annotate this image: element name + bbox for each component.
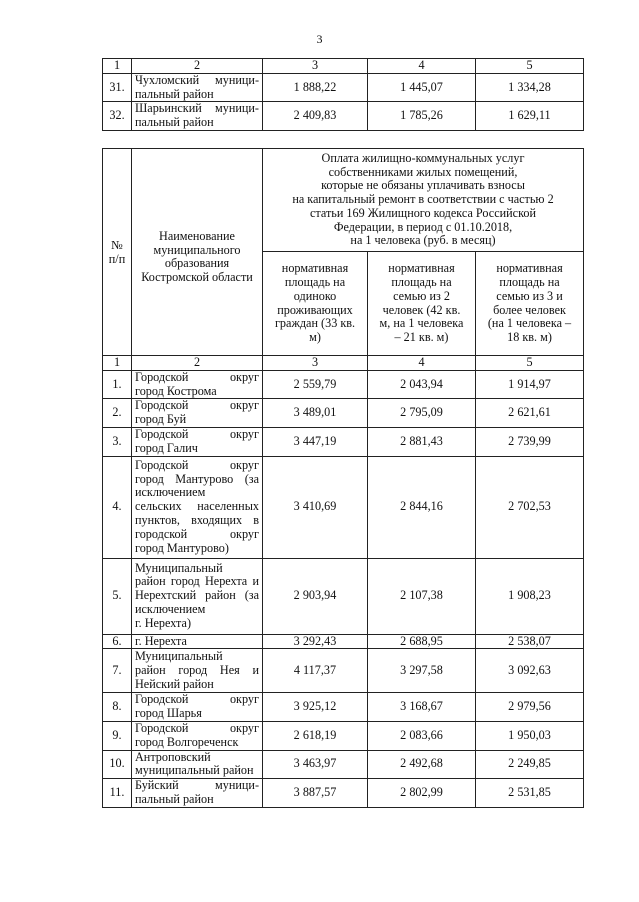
value-family-3: 2 979,56: [476, 693, 584, 722]
name-line: г. Нерехта: [135, 633, 187, 648]
value-family-3: 2 249,85: [476, 750, 584, 779]
name-line: Нерехтский район (за: [135, 588, 259, 603]
col-number-3: 3: [263, 356, 368, 371]
name-line: исключением: [135, 601, 206, 616]
header-payment-line: статьи 169 Жилищного кодекса Российской: [310, 205, 536, 220]
value-family-2: 1 445,07: [368, 73, 476, 102]
name-line: Буйский муници-: [135, 778, 259, 793]
row-number: 3.: [103, 427, 132, 456]
payment-table: [102, 148, 584, 808]
table-row: [103, 721, 584, 750]
value-family-2: 3 168,67: [368, 693, 476, 722]
name-line: город Мантурово): [135, 540, 229, 555]
municipality-name: [132, 102, 263, 131]
header-family-3: нормативная площадь на семью из 3 и более человек (на 1 человека – 18 кв. м): [476, 252, 584, 356]
value-family-2: 2 795,09: [368, 399, 476, 428]
value-family-3: 2 702,53: [476, 456, 584, 558]
municipality-name: [132, 558, 263, 634]
name-line: пальный район: [135, 86, 214, 101]
name-line: район город Нея и: [135, 662, 259, 677]
municipality-name: [132, 649, 263, 693]
name-line: Чухломский муници-: [135, 72, 259, 87]
municipality-name: [132, 370, 263, 399]
name-line: город Мантурово (за: [135, 471, 259, 486]
value-single: 2 903,94: [263, 558, 368, 634]
row-number: 4.: [103, 456, 132, 558]
name-line: город Буй: [135, 412, 187, 427]
name-line: город Волгореченск: [135, 734, 239, 749]
municipality-name: [132, 721, 263, 750]
value-single: 2 409,83: [263, 102, 368, 131]
name-line: г. Нерехта): [135, 615, 192, 630]
name-line: Муниципальный: [135, 649, 223, 664]
table-row: [103, 73, 584, 102]
table-row: [103, 456, 584, 558]
table-row: [103, 750, 584, 779]
value-family-3: 1 950,03: [476, 721, 584, 750]
name-line: пальный район: [135, 115, 214, 130]
column-number-row: [103, 59, 584, 74]
name-line: пальный район: [135, 791, 214, 806]
table-row: [103, 693, 584, 722]
value-family-2: 1 785,26: [368, 102, 476, 131]
value-single: 3 463,97: [263, 750, 368, 779]
header-payment-line: на 1 человека (руб. в месяц): [350, 233, 496, 248]
name-line: исключением: [135, 485, 206, 500]
table-row: [103, 399, 584, 428]
column-number-row: [103, 356, 584, 371]
municipality-name: [132, 693, 263, 722]
value-family-2: 2 802,99: [368, 779, 476, 808]
value-family-2: 2 043,94: [368, 370, 476, 399]
table-row: [103, 779, 584, 808]
value-single: 2 559,79: [263, 370, 368, 399]
value-single: 3 925,12: [263, 693, 368, 722]
name-line: Антроповский: [135, 749, 211, 764]
continuation-table: [102, 58, 584, 131]
municipality-name: [132, 779, 263, 808]
name-line: Городской округ: [135, 398, 259, 413]
value-family-3: 1 334,28: [476, 73, 584, 102]
header-family-2: нормативная площадь на семью из 2 человек (42 кв. м, на 1 человека – 21 кв. м): [368, 252, 476, 356]
value-family-2: 2 688,95: [368, 634, 476, 649]
value-single: 3 887,57: [263, 779, 368, 808]
municipality-name: [132, 73, 263, 102]
table-row: [103, 370, 584, 399]
value-family-2: 3 297,58: [368, 649, 476, 693]
row-number: 7.: [103, 649, 132, 693]
row-number: 8.: [103, 693, 132, 722]
row-number: 6.: [103, 634, 132, 649]
col-number-5: 5: [476, 59, 584, 74]
name-line: Муниципальный: [135, 560, 223, 575]
value-family-2: 2 492,68: [368, 750, 476, 779]
name-line: Городской округ: [135, 369, 259, 384]
row-number: 5.: [103, 558, 132, 634]
col-number-3: 3: [263, 59, 368, 74]
col-number-5: 5: [476, 356, 584, 371]
header-payment-line: на капитальный ремонт в соответствии с частью 2: [292, 192, 554, 207]
row-number: 1.: [103, 370, 132, 399]
value-family-2: 2 881,43: [368, 427, 476, 456]
header-payment-line: которые не обязаны уплачивать взносы: [321, 178, 525, 193]
value-single: 3 489,01: [263, 399, 368, 428]
name-line: город Галич: [135, 440, 198, 455]
name-line: Городской округ: [135, 692, 259, 707]
row-number: 32.: [103, 102, 132, 131]
name-line: Нейский район: [135, 676, 214, 691]
value-single: 1 888,22: [263, 73, 368, 102]
value-family-3: 3 092,63: [476, 649, 584, 693]
value-family-3: 2 739,99: [476, 427, 584, 456]
header-payment: [263, 149, 584, 252]
table-row: [103, 649, 584, 693]
col-number-1: 1: [103, 59, 132, 74]
name-line: пунктов, входящих в: [135, 512, 259, 527]
row-number: 9.: [103, 721, 132, 750]
col-number-4: 4: [368, 356, 476, 371]
name-line: сельских населенных: [135, 499, 259, 514]
name-line: Городской округ: [135, 457, 259, 472]
name-line: район город Нерехта и: [135, 574, 259, 589]
value-single: 3 410,69: [263, 456, 368, 558]
row-number: 11.: [103, 779, 132, 808]
header-payment-line: Федерации, в период с 01.10.2018,: [333, 219, 513, 234]
value-family-3: 2 538,07: [476, 634, 584, 649]
col-number-2: 2: [132, 59, 263, 74]
value-family-3: 2 531,85: [476, 779, 584, 808]
table-row: [103, 427, 584, 456]
value-family-3: 1 914,97: [476, 370, 584, 399]
table-row: [103, 102, 584, 131]
table-row: [103, 558, 584, 634]
value-family-2: 2 107,38: [368, 558, 476, 634]
name-line: Шарьинский муници-: [135, 101, 259, 116]
header-payment-line: собственниками жилых помещений,: [328, 164, 518, 179]
name-line: Городской округ: [135, 720, 259, 735]
header-municipality: Наименование муниципального образования Костромской области: [132, 149, 263, 356]
value-family-3: 1 629,11: [476, 102, 584, 131]
col-number-4: 4: [368, 59, 476, 74]
name-line: муниципальный район: [135, 763, 254, 778]
value-family-3: 1 908,23: [476, 558, 584, 634]
value-single: 3 447,19: [263, 427, 368, 456]
row-number: 31.: [103, 73, 132, 102]
name-line: городской округ: [135, 526, 259, 541]
page-number: 3: [316, 32, 323, 46]
row-number: 10.: [103, 750, 132, 779]
municipality-name: [132, 634, 263, 649]
name-line: город Шарья: [135, 706, 202, 721]
value-single: 2 618,19: [263, 721, 368, 750]
row-number: 2.: [103, 399, 132, 428]
value-family-2: 2 844,16: [368, 456, 476, 558]
header-single: нормативная площадь на одиноко проживающих граждан (33 кв. м): [263, 252, 368, 356]
col-number-1: 1: [103, 356, 132, 371]
municipality-name: [132, 399, 263, 428]
name-line: Городской округ: [135, 426, 259, 441]
table-row: [103, 634, 584, 649]
municipality-name: [132, 456, 263, 558]
municipality-name: [132, 750, 263, 779]
col-number-2: 2: [132, 356, 263, 371]
header-row-main: [103, 149, 584, 252]
municipality-name: [132, 427, 263, 456]
value-single: 4 117,37: [263, 649, 368, 693]
name-line: город Кострома: [135, 383, 217, 398]
header-payment-line: Оплата жилищно-коммунальных услуг: [321, 150, 525, 165]
header-number: № п/п: [103, 149, 132, 356]
value-family-3: 2 621,61: [476, 399, 584, 428]
value-family-2: 2 083,66: [368, 721, 476, 750]
value-single: 3 292,43: [263, 634, 368, 649]
